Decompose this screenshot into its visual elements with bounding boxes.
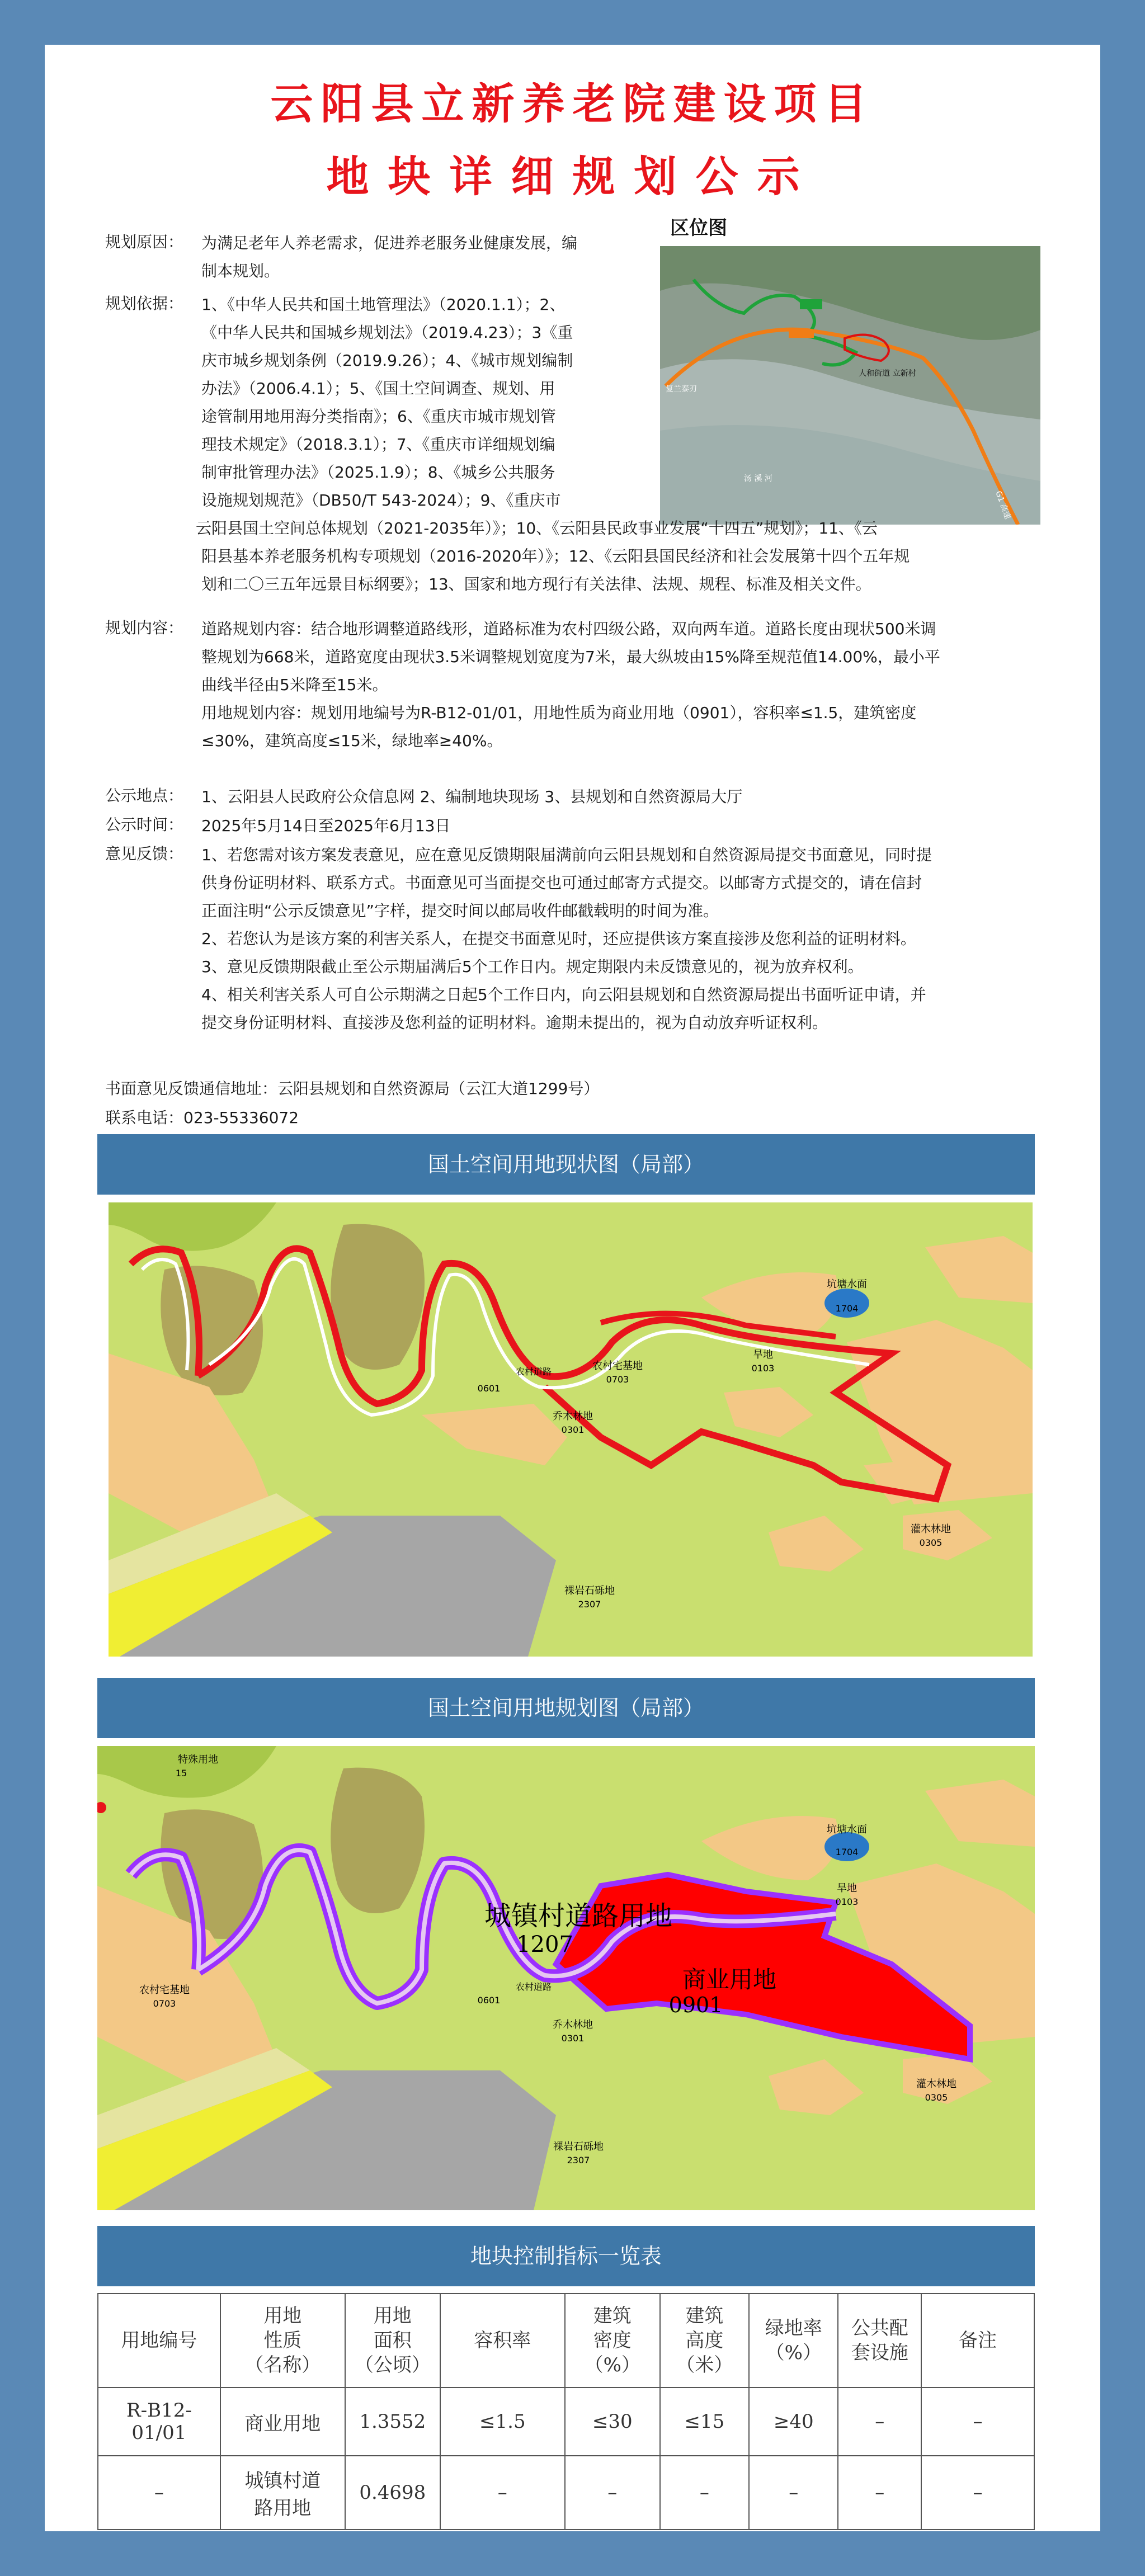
basis-line: 《中华人民共和国城乡规划法》（2019.4.23）；3《重: [201, 323, 573, 342]
current-map-banner: 国土空间用地现状图（局部）: [97, 1134, 1035, 1195]
table-cell: –: [98, 2456, 220, 2530]
address-text: 书面意见反馈通信地址：云阳县规划和自然资源局（云江大道1299号）: [105, 1079, 600, 1098]
basis-line: 制审批管理办法》（2025.1.9）；8、《城乡公共服务: [201, 463, 555, 482]
map-label-homestead-code: 0703: [606, 1374, 629, 1385]
map-label-commercial: 商业用地: [682, 1966, 777, 1993]
table-cell: R-B12- 01/01: [98, 2388, 220, 2456]
map-label-shrub: 灌木林地: [916, 2078, 956, 2090]
time-label: 公示时间：: [105, 815, 184, 834]
location-road-label: G1 高速: [993, 489, 1012, 521]
table-header-cell: 建筑 高度 （米）: [660, 2294, 749, 2388]
feedback-line: 1、若您需对该方案发表意见，应在意见反馈期限届满前向云阳县规划和自然资源局提交书面意见，同时提: [201, 846, 932, 864]
content-text: [201, 615, 1096, 755]
table-cell: –: [749, 2456, 838, 2530]
map-label-forest-code: 0301: [561, 2033, 585, 2044]
map-label-shrub-code: 0305: [919, 1537, 943, 1548]
basis-line: 划和二〇三五年远景目标纲要》；13、国家和地方现行有关法律、法规、规程、标准及相关文件。: [201, 575, 871, 593]
map-label-forest-code: 0301: [561, 1424, 585, 1435]
time-text: 2025年5月14日至2025年6月13日: [201, 817, 451, 835]
location-river-label: 汤 溪 河: [744, 474, 772, 483]
basis-line: 1、《中华人民共和国土地管理法》（2020.1.1）；2、: [201, 295, 566, 314]
place-label: 公示地点：: [105, 786, 184, 805]
table-cell: –: [440, 2456, 565, 2530]
feedback-line: 2、若您认为是该方案的利害关系人，在提交书面意见时，还应提供该方案直接涉及您利益的证明材料。: [201, 930, 916, 948]
feedback-line: 提交身份证明材料、直接涉及您利益的证明材料。逾期未提出的，视为自动放弃听证权利。: [201, 1013, 828, 1032]
table-header-cell: 用地 面积 （公顷）: [345, 2294, 440, 2388]
plan-land-map: [97, 1746, 1035, 2210]
table-header-cell: 备注: [921, 2294, 1034, 2388]
map-label-rock-code: 2307: [578, 1599, 601, 1610]
content-line: 用地规划内容：规划用地编号为R-B12-01/01，用地性质为商业用地（0901），容积率≤1.5，建筑密度: [201, 704, 917, 722]
table-cell: ≤30: [565, 2388, 660, 2456]
phone-text: 联系电话：023-55336072: [105, 1108, 299, 1127]
map-label-shrub-code: 0305: [925, 2092, 948, 2103]
map-label-special: 特殊用地: [178, 1754, 218, 1766]
basis-line: 办法》（2006.4.1）；5、《国土空间调查、规划、用: [201, 379, 555, 398]
location-site-label: 人和街道 立新村: [859, 369, 916, 378]
map-label-dryland-code: 0103: [835, 1896, 859, 1907]
basis-line: 途管制用地用海分类指南》；6、《重庆市城市规划管: [201, 407, 556, 426]
map-label-road-land: 城镇村道路用地: [484, 1900, 673, 1932]
table-header-cell: 用地 性质 （名称）: [220, 2294, 345, 2388]
table-cell: –: [838, 2388, 921, 2456]
map-label-pond: 坑塘水面: [827, 1824, 867, 1836]
feedback-line: 供身份证明材料、联系方式。书面意见可当面提交也可通过邮寄方式提交。以邮寄方式提交的，请在信封: [201, 874, 922, 892]
table-header-cell: 绿地率 （%）: [749, 2294, 838, 2388]
map-label-dryland: 旱地: [753, 1349, 773, 1361]
map-label-homestead: 农村宅基地: [592, 1360, 643, 1372]
control-index-table: [97, 2293, 1035, 2530]
map-label-rock: 裸岩石砾地: [553, 2141, 604, 2153]
table-cell: ≤1.5: [440, 2388, 565, 2456]
feedback-line: 3、意见反馈期限截止至公示期届满后5个工作日内。规定期限内未反馈意见的，视为放弃权利。: [201, 957, 864, 976]
map-label-road-code: 0601: [477, 1383, 501, 1394]
table-header-cell: 容积率: [440, 2294, 565, 2388]
feedback-line: 4、相关利害关系人可自公示期满之日起5个工作日内，向云阳县规划和自然资源局提出书面听证申请，并: [201, 985, 926, 1004]
table-banner: 地块控制指标一览表: [97, 2226, 1035, 2286]
table-header-cell: 建筑 密度 （%）: [565, 2294, 660, 2388]
map-label-road-land-code: 1207: [516, 1932, 573, 1957]
feedback-text: [201, 841, 1096, 1037]
content-line: 道路规划内容：结合地形调整道路线形，道路标准为农村四级公路，双向两车道。道路长度由现状500米调: [201, 620, 936, 638]
place-text: 1、云阳县人民政府公众信息网 2、编制地块现场 3、县规划和自然资源局大厅: [201, 787, 743, 806]
table-cell: ≤15: [660, 2388, 749, 2456]
map-label-pond-code: 1704: [835, 1847, 859, 1857]
table-cell: –: [565, 2456, 660, 2530]
map-label-homestead-code: 0703: [153, 1998, 176, 2009]
content-line: 整规划为668米，道路宽度由现状3.5米调整规划宽度为7米，最大纵坡由15%降至规范值14.00%，最小平: [201, 648, 940, 666]
location-dam-label: 复兰泰刃: [666, 385, 697, 394]
reason-line: 为满足老年人养老需求，促进养老服务业健康发展，编: [201, 234, 578, 252]
content-line: ≤30%，建筑高度≤15米，绿地率≥40%。: [201, 732, 503, 750]
content-line: 曲线半径由5米降至15米。: [201, 676, 388, 694]
basis-line: 阳县基本养老服务机构专项规划（2016-2020年）》；12、《云阳县国民经济和社会发展第十四个五年规: [201, 547, 910, 565]
table-cell: 商业用地: [220, 2388, 345, 2456]
table-cell: –: [660, 2456, 749, 2530]
map-label-commercial-code: 0901: [668, 1993, 723, 2017]
reason-label: 规划原因：: [105, 233, 184, 251]
current-land-map: [109, 1202, 1033, 1657]
basis-label: 规划依据：: [105, 294, 184, 313]
map-label-pond: 坑塘水面: [827, 1278, 867, 1290]
table-cell: –: [921, 2456, 1034, 2530]
basis-line: 庆市城乡规划条例（2019.9.26）；4、《城市规划编制: [201, 351, 573, 370]
map-label-pond-code: 1704: [835, 1303, 859, 1314]
map-label-rock-code: 2307: [567, 2155, 590, 2165]
map-label-rock: 裸岩石砾地: [564, 1585, 615, 1597]
table-cell: 1.3552: [345, 2388, 440, 2456]
map-label-forest: 乔木林地: [553, 1410, 593, 1422]
map-label-road: 农村道路: [515, 1366, 552, 1377]
page-title: 云阳县立新养老院建设项目: [270, 79, 875, 129]
table-cell: –: [921, 2388, 1034, 2456]
content-label: 规划内容：: [105, 619, 184, 637]
basis-text: [196, 291, 1096, 598]
basis-line: 设施规划规范》（DB50/T 543-2024）；9、《重庆市: [201, 491, 561, 509]
map-label-forest: 乔木林地: [553, 2019, 593, 2031]
poster-page: [45, 45, 1100, 2531]
plan-map-banner: 国土空间用地规划图（局部）: [97, 1678, 1035, 1738]
feedback-label: 意见反馈：: [105, 844, 184, 863]
map-label-homestead: 农村宅基地: [139, 1984, 190, 1996]
table-cell: 城镇村道 路用地: [220, 2456, 345, 2530]
table-cell: –: [838, 2456, 921, 2530]
reason-text: [201, 229, 649, 285]
map-label-road-code: 0601: [477, 1995, 501, 2006]
table-row: [98, 2388, 1034, 2456]
map-label-shrub: 灌木林地: [911, 1523, 951, 1535]
table-header-cell: 用地编号: [98, 2294, 220, 2388]
map-label-dryland-code: 0103: [751, 1363, 775, 1374]
map-label-road: 农村道路: [515, 1981, 552, 1992]
map-label-dryland: 旱地: [837, 1883, 857, 1894]
table-cell: 0.4698: [345, 2456, 440, 2530]
basis-line: 云阳县国土空间总体规划（2021-2035年）》；10、《云阳县民政事业发展“十四五”规划》；11、《云: [196, 519, 878, 537]
reason-line: 制本规划。: [201, 262, 280, 280]
table-header-row: [98, 2294, 1034, 2388]
basis-line: 理技术规定》（2018.3.1）；7、《重庆市详细规划编: [201, 435, 555, 454]
table-row: [98, 2456, 1034, 2530]
page-subtitle: 地块详细规划公示: [326, 152, 819, 201]
table-cell: ≥40: [749, 2388, 838, 2456]
map-label-special-code: 15: [175, 1768, 187, 1778]
feedback-line: 正面注明“公示反馈意见”字样，提交时间以邮局收件邮戳载明的时间为准。: [201, 902, 719, 920]
table-header-cell: 公共配 套设施: [838, 2294, 921, 2388]
location-map-title: 区位图: [670, 217, 727, 239]
